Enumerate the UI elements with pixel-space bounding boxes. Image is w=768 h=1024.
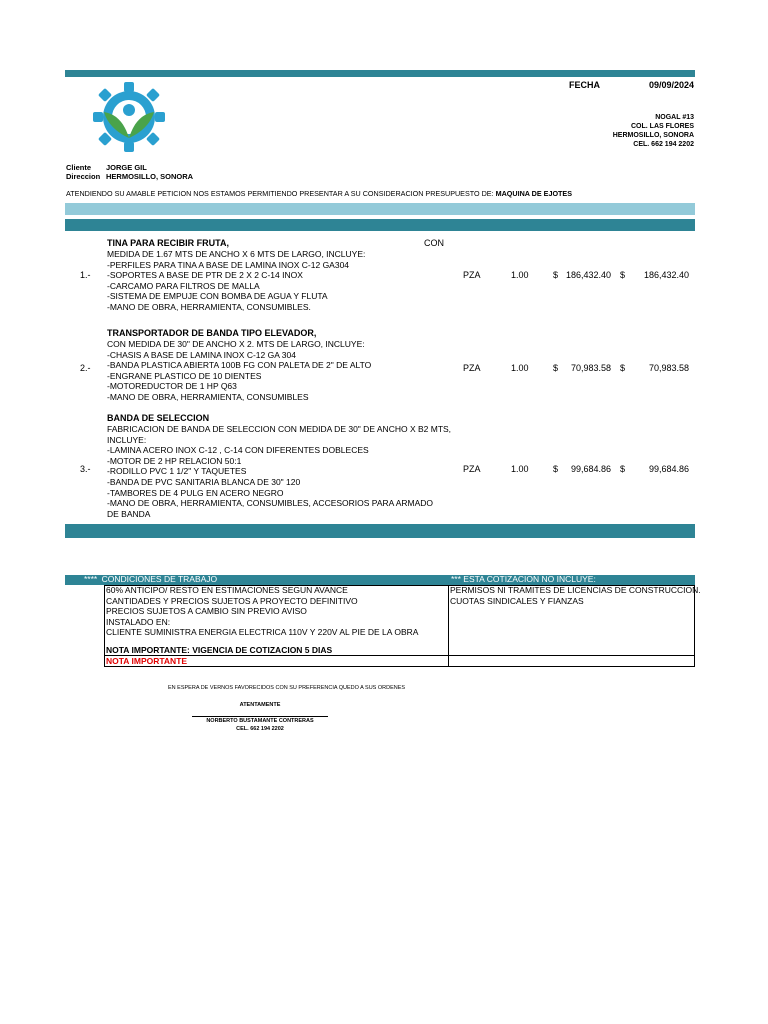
condition-line: INSTALADO EN: [106,616,171,627]
fecha-label: FECHA [569,80,600,90]
item-line: FABRICACION DE BANDA DE SELECCION CON MEDIDA DE 30" DE ANCHO X B2 MTS, [107,424,452,434]
item-line: -PERFILES PARA TINA A BASE DE LAMINA INOX C-12 GA304 [107,259,350,270]
exclusions-list [450,585,701,606]
item-line: -CHASIS A BASE DE LAMINA INOX C-12 GA 304 [107,349,296,360]
company-address [560,113,694,149]
intro-subject: MAQUINA DE EJOTES [495,189,573,198]
nota-importante: NOTA IMPORTANTE [106,656,188,666]
item-line: -CARCAMO PARA FILTROS DE MALLA [107,280,260,291]
item-line: -BANDA DE PVC SANITARIA BLANCA DE 30" 120 [107,476,301,487]
closing-text: EN ESPERA DE VERNOS FAVORECIDOS CON SU PREFERENCIA QUEDO A SUS ORDENES [168,685,406,691]
conditions-title: CONDICIONES DE TRABAJO [101,574,218,584]
item-number: 1.- [80,270,91,280]
item-title: TRANSPORTADOR DE BANDA TIPO ELEVADOR, [107,328,317,338]
company-logo [90,80,168,154]
address-line: COL. LAS FLORES [631,123,694,130]
intro-line [66,189,572,198]
item-currency: $ [553,270,559,280]
intro-text: ATENDIENDO SU AMABLE PETICION NOS ESTAMOS PERMITIENDO PRESENTAR A SU CONSIDERACION PRESUPUESTO DE: [66,189,494,198]
condition-line: 60% ANTICIPO/ RESTO EN ESTIMACIONES SEGUN AVANCE [106,585,348,595]
item-line: INCLUYE: [107,434,147,445]
top-bar [65,70,695,77]
item-line: -RODILLO PVC 1 1/2" Y TAQUETES [107,466,247,477]
conditions-left-header [84,574,217,584]
cliente-value: JORGE GIL [106,163,147,172]
address-line: NOGAL #13 [655,114,694,121]
exclusion-line: PERMISOS NI TRAMITES DE LICENCIAS DE CONSTRUCCION. [450,585,701,595]
item-qty: 1.00 [511,464,529,474]
item-price: 70,983.58 [570,363,611,373]
gear-icon [93,82,165,152]
item-line: -MOTOR DE 2 HP RELACION 50:1 [107,455,242,466]
item-line: -SOPORTES A BASE DE PTR DE 2 X 2 C-14 INOX [107,270,303,281]
item-line: -MANO DE OBRA, HERRAMIENTA, CONSUMIBLES [107,391,309,402]
exclusions-header: *** ESTA COTIZACION NO INCLUYE: [451,574,596,584]
condition-line: CANTIDADES Y PRECIOS SUJETOS A PROYECTO DEFINITIVO [106,595,358,606]
item-number: 3.- [80,464,91,474]
item-total: 70,983.58 [648,363,689,373]
signer-name: NORBERTO BUSTAMANTE CONTRERAS [206,718,314,724]
item-description [107,339,371,403]
direccion-label: Direccion [66,172,101,181]
exclusion-line: CUOTAS SINDICALES Y FIANZAS [450,595,584,606]
fecha-value: 09/09/2024 [648,80,694,90]
item-qty: 1.00 [511,270,529,280]
item-unit: PZA [463,270,481,280]
item-number: 2.- [80,363,91,373]
item-title: BANDA DE SELECCION [107,413,210,423]
item-currency: $ [553,464,559,474]
item-price: 99,684.86 [570,464,611,474]
item-currency-total: $ [620,270,626,280]
item-line: DE BANDA [107,508,151,519]
signer-phone: CEL. 662 194 2202 [236,726,284,732]
item-currency: $ [553,363,559,373]
address-line: HERMOSILLO, SONORA [612,132,694,139]
item-line: -TAMBORES DE 4 PULG EN ACERO NEGRO [107,487,284,498]
item-line: -MANO DE OBRA, HERRAMIENTA, CONSUMIBLES. [107,301,311,312]
item-description [107,249,365,313]
conditions-list [106,585,418,638]
table-header-light [65,203,695,215]
conditions-stars: **** [84,574,98,584]
address-line: CEL. 662 194 2202 [633,141,694,148]
item-line: -LAMINA ACERO INOX C-12 , C-14 CON DIFERENTES DOBLECES [107,445,369,456]
item-title-suffix: CON [424,238,444,248]
item-title: TINA PARA RECIBIR FRUTA, [107,238,229,248]
direccion-value: HERMOSILLO, SONORA [106,172,194,181]
item-line: CON MEDIDA DE 30" DE ANCHO X 2. MTS DE LARGO, INCLUYE: [107,339,365,349]
item-line: -SISTEMA DE EMPUJE CON BOMBA DE AGUA Y FLUTA [107,291,328,302]
item-line: -BANDA PLASTICA ABIERTA 100B FG CON PALETA DE 2" DE ALTO [107,360,372,371]
condition-line: CLIENTE SUMINISTRA ENERGIA ELECTRICA 110V Y 220V AL PIE DE LA OBRA [106,627,419,638]
item-price: 186,432.40 [565,270,611,280]
item-unit: PZA [463,464,481,474]
item-total: 186,432.40 [643,270,689,280]
nota-vigencia: NOTA IMPORTANTE: VIGENCIA DE COTIZACION 5 DIAS [106,645,333,655]
item-qty: 1.00 [511,363,529,373]
item-line: -MANO DE OBRA, HERRAMIENTA, CONSUMIBLES, ACCESORIOS PARA ARMADO [107,498,434,509]
item-line: -ENGRANE PLASTICO DE 10 DIENTES [107,370,262,381]
condition-line: PRECIOS SUJETOS A CAMBIO SIN PREVIO AVISO [106,606,307,617]
item-description [107,424,451,519]
item-unit: PZA [463,363,481,373]
item-line: -MOTOREDUCTOR DE 1 HP Q63 [107,381,237,392]
item-total: 99,684.86 [648,464,689,474]
item-line: MEDIDA DE 1.67 MTS DE ANCHO X 6 MTS DE LARGO, INCLUYE: [107,249,366,259]
cliente-label: Cliente [66,163,92,172]
item-currency-total: $ [620,464,626,474]
item-currency-total: $ [620,363,626,373]
table-header-teal [65,219,695,231]
table-footer-bar [65,524,695,538]
atentamente: ATENTAMENTE [239,702,281,708]
